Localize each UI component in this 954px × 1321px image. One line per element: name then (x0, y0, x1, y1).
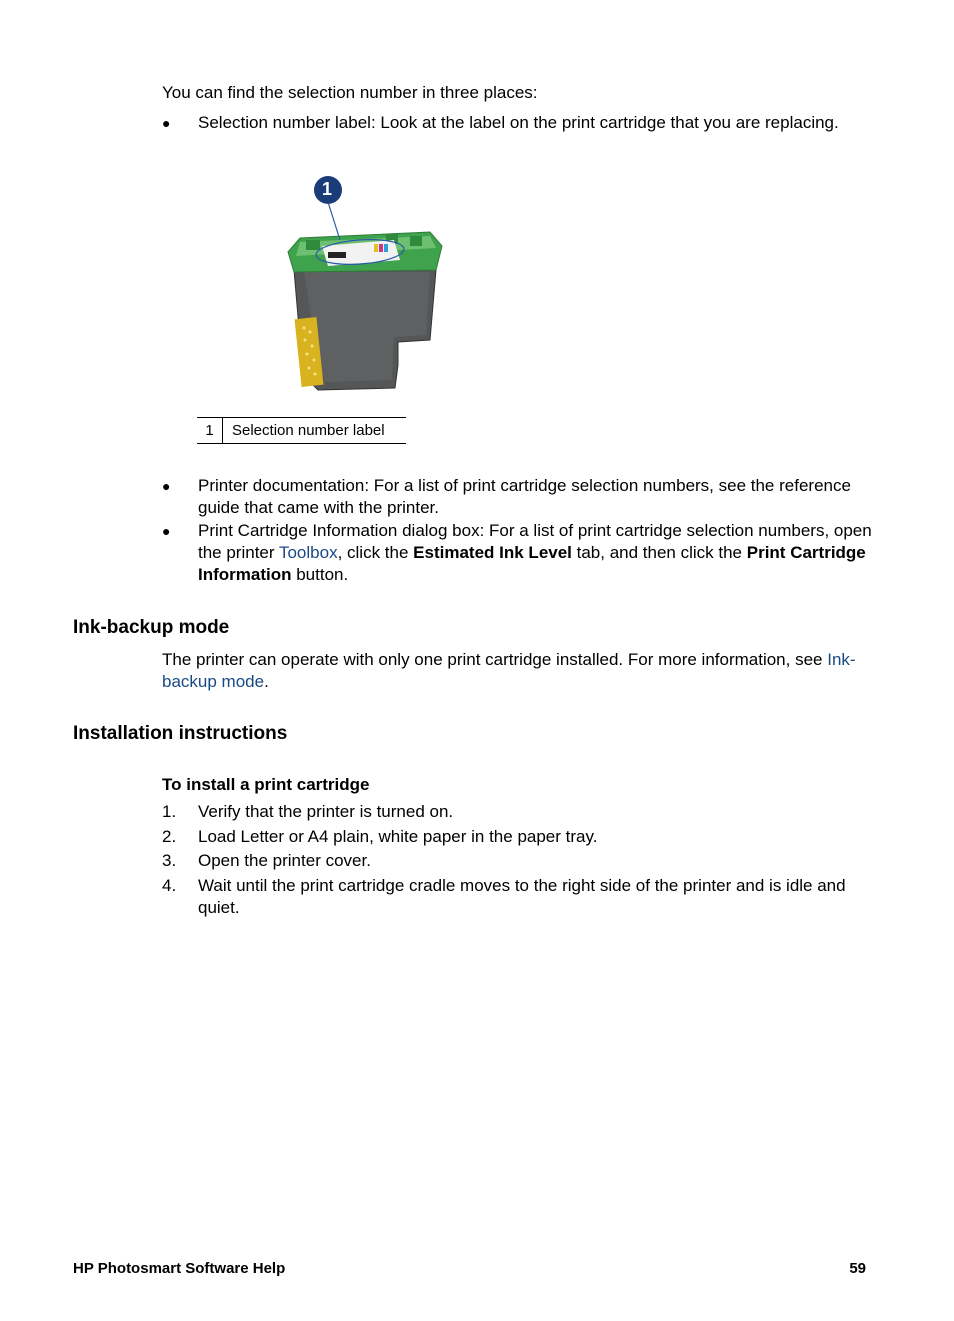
legend-label: Selection number label (232, 422, 385, 439)
ui-term: Print Cartridge Information (198, 543, 866, 584)
print-cartridge-illustration (270, 160, 460, 400)
step-number: 4. (162, 876, 177, 895)
step-number: 1. (162, 802, 177, 821)
legend-number: 1 (197, 418, 223, 443)
bullet-icon: ● (162, 478, 171, 494)
bullet-text: Printer documentation: For a list of print cartridge selection numbers, see the reference guide that came with the printer. (198, 476, 851, 517)
bullet-text (198, 520, 882, 586)
intro-text: You can find the selection number in three places: (162, 83, 538, 102)
bullet-item (162, 112, 882, 134)
step-text: Open the printer cover. (198, 851, 371, 870)
figure-legend (197, 417, 406, 444)
bullet-item (162, 475, 882, 519)
text-segment: button. (291, 565, 349, 584)
ui-term: Estimated Ink Level (413, 543, 572, 562)
text-segment: . (264, 672, 269, 691)
footer-title: HP Photosmart Software Help (73, 1260, 286, 1277)
bullet-icon: ● (162, 115, 171, 131)
step-text: Load Letter or A4 plain, white paper in the paper tray. (198, 827, 598, 846)
bullet-item (162, 520, 882, 586)
text-segment: The printer can operate with only one print cartridge installed. For more information, see (162, 650, 828, 669)
text-segment: , click the (337, 543, 414, 562)
section-heading-installation: Installation instructions (73, 723, 288, 744)
step-item (162, 826, 882, 848)
page-number: 59 (849, 1260, 866, 1277)
callout-number: 1 (322, 179, 333, 199)
toolbox-link[interactable]: Toolbox (278, 543, 338, 562)
text-segment: Print Cartridge Information dialog box: For a list of print cartridge selection numbers, open the printer (198, 521, 872, 562)
text-segment: tab, and then click the (571, 543, 747, 562)
section-heading-ink-backup: Ink-backup mode (73, 617, 230, 638)
procedure-title: To install a print cartridge (162, 775, 370, 794)
step-item (162, 875, 882, 919)
ink-backup-link[interactable]: Ink-backup mode (162, 650, 856, 691)
step-item (162, 850, 882, 872)
bullet-icon: ● (162, 523, 171, 539)
bullet-text: Selection number label: Look at the label on the print cartridge that you are replacing. (198, 113, 839, 132)
step-text: Wait until the print cartridge cradle moves to the right side of the printer and is idle and quiet. (198, 876, 846, 917)
step-text: Verify that the printer is turned on. (198, 802, 454, 821)
step-item (162, 801, 882, 823)
step-number: 3. (162, 851, 177, 870)
step-number: 2. (162, 827, 177, 846)
ink-backup-paragraph (162, 649, 882, 693)
